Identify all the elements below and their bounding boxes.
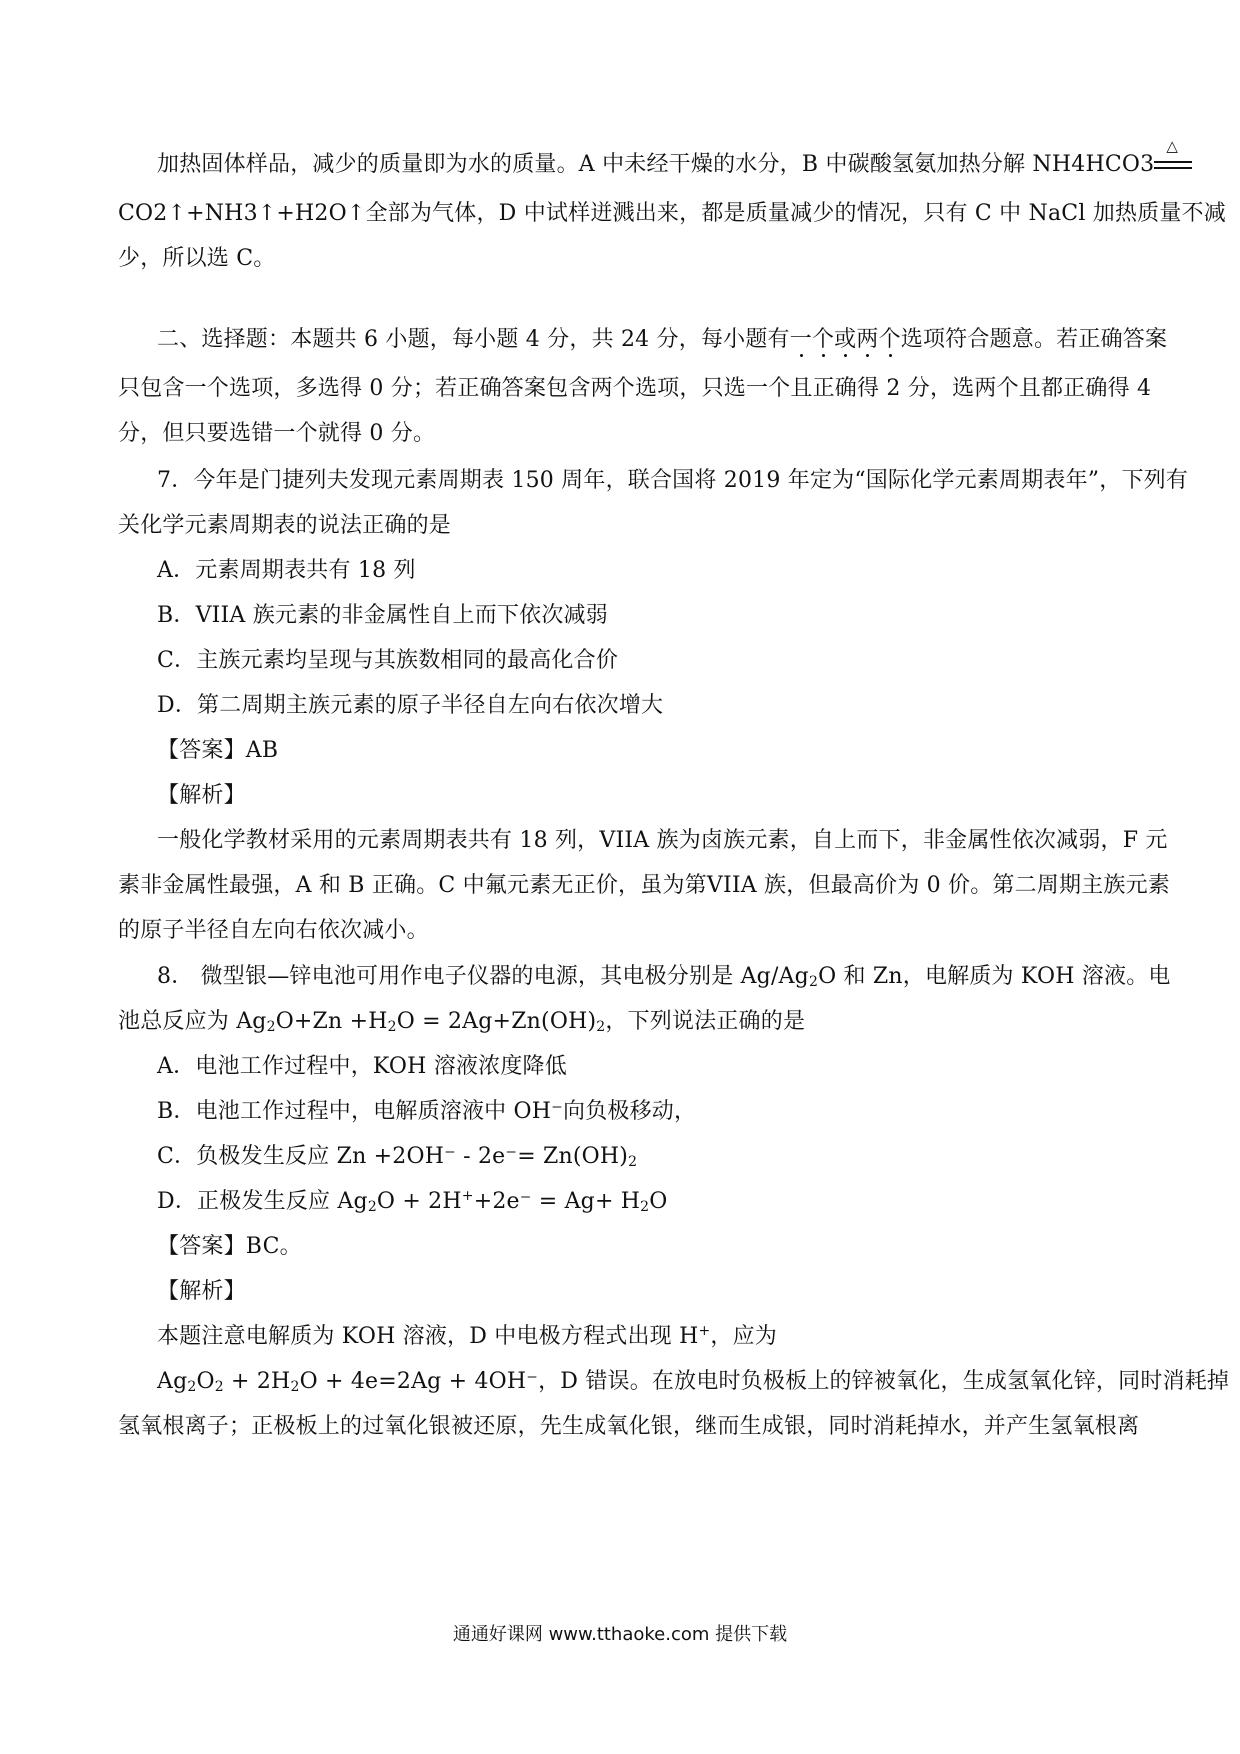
q7-analysis-line-1: 一般化学教材采用的元素周期表共有 18 列，VIIA 族为卤族元素，自上而下，非金属性依次减弱，F 元 bbox=[157, 828, 1168, 853]
q8-analysis-line-1: 本题注意电解质为 KOH 溶液，D 中电极方程式出现 H+，应为 bbox=[157, 1323, 778, 1349]
q7-option-d: D．第二周期主族元素的原子半径自左向右依次增大 bbox=[157, 693, 664, 718]
page-footer: 通通好课网 www.tthaoke.com 提供下载 bbox=[452, 1624, 788, 1645]
prev-explanation-line-1: 加热固体样品，减少的质量即为水的质量。A 中未经干燥的水分，B 中碳酸氢氨加热分解 NH4HCO3 △ bbox=[157, 150, 1128, 180]
prev-explanation-line-3: 少，所以选 C。 bbox=[118, 246, 276, 271]
prev-explanation-line-2: CO2↑+NH3↑+H2O↑全部为气体，D 中试样迸溅出来，都是质量减少的情况，只有 C 中 NaCl 加热质量不减 bbox=[118, 201, 1226, 226]
q8-analysis-line-3: 氢氧根离子；正极板上的过氧化银被还原，先生成氧化银，继而生成银，同时消耗掉水，并产生氢氧根离 bbox=[118, 1414, 1140, 1439]
emphasis-char: 或 bbox=[834, 327, 857, 352]
emphasis-char: 两 bbox=[856, 327, 879, 352]
q7-stem-line-2: 关化学元素周期表的说法正确的是 bbox=[118, 513, 452, 538]
q7-analysis-line-2: 素非金属性最强，A 和 B 正确。C 中氟元素无正价，虽为第VIIA 族，但最高价为 0 价。第二周期主族元素 bbox=[118, 873, 1170, 898]
emphasis-char: 一 bbox=[789, 327, 812, 352]
emphasis-char: 个 bbox=[811, 327, 835, 352]
q7-option-a: A．元素周期表共有 18 列 bbox=[157, 558, 416, 583]
q8-option-b: B．电池工作过程中，电解质溶液中 OH⁻向负极移动， bbox=[157, 1099, 697, 1124]
q8-analysis-line-2: $Ag_2O_2 + 2H_2O + 4e=2Ag + 4OH^-$，D 错误。在放电时负极板上的锌被氧化，生成氢氧化锌，同时消耗掉 bbox=[157, 1369, 1230, 1395]
q7-option-c: C．主族元素均呈现与其族数相同的最高化合价 bbox=[157, 648, 619, 673]
q8-analysis-label: 【解析】 bbox=[157, 1279, 246, 1304]
q8-option-a: A．电池工作过程中，KOH 溶液浓度降低 bbox=[157, 1054, 567, 1079]
q8-option-d: D．正极发生反应 $Ag_2O + 2H^++2e^- = Ag+ H_2O$ bbox=[157, 1188, 668, 1215]
q8-option-c: C．负极发生反应 $Zn +2OH^- - 2e^-= Zn(OH)_2$ bbox=[157, 1144, 638, 1170]
q7-option-b: B．VIIA 族元素的非金属性自上而下依次减弱 bbox=[157, 603, 608, 628]
q7-stem-line-1: 7．今年是门捷列夫发现元素周期表 150 周年，联合国将 2019 年定为“国际化学元素周期表年”，下列有 bbox=[157, 468, 1189, 493]
q7-answer: 【答案】AB bbox=[157, 738, 279, 763]
q8-stem-line-2: 池总反应为 $Ag_2O+Zn +H_2O = 2Ag+Zn(OH)_2$，下列说法正确的是 bbox=[118, 1009, 806, 1035]
heating-equals-sign-icon: △ bbox=[1154, 153, 1192, 173]
section2-instructions-line-2: 只包含一个选项，多选得 0 分；若正确答案包含两个选项，只选一个且正确得 2 分，选两个且都正确得 4 bbox=[118, 376, 1152, 401]
q8-answer: 【答案】BC。 bbox=[157, 1234, 302, 1259]
q7-analysis-label: 【解析】 bbox=[157, 783, 246, 808]
section2-instructions-line-1: 二、选择题：本题共 6 小题，每小题 4 分，共 24 分，每小题有一个或两个选项符合题意。若正确答案 bbox=[157, 327, 1168, 352]
q7-analysis-line-3: 的原子半径自左向右依次减小。 bbox=[118, 918, 429, 943]
section2-instructions-line-3: 分，但只要选错一个就得 0 分。 bbox=[118, 421, 436, 446]
emphasis-char: 个 bbox=[878, 327, 901, 352]
q8-stem-line-1: 8． 微型银—锌电池可用作电子仪器的电源，其电极分别是 $Ag/Ag_2O$ 和 Zn，电解质为 KOH 溶液。电 bbox=[157, 964, 1171, 990]
